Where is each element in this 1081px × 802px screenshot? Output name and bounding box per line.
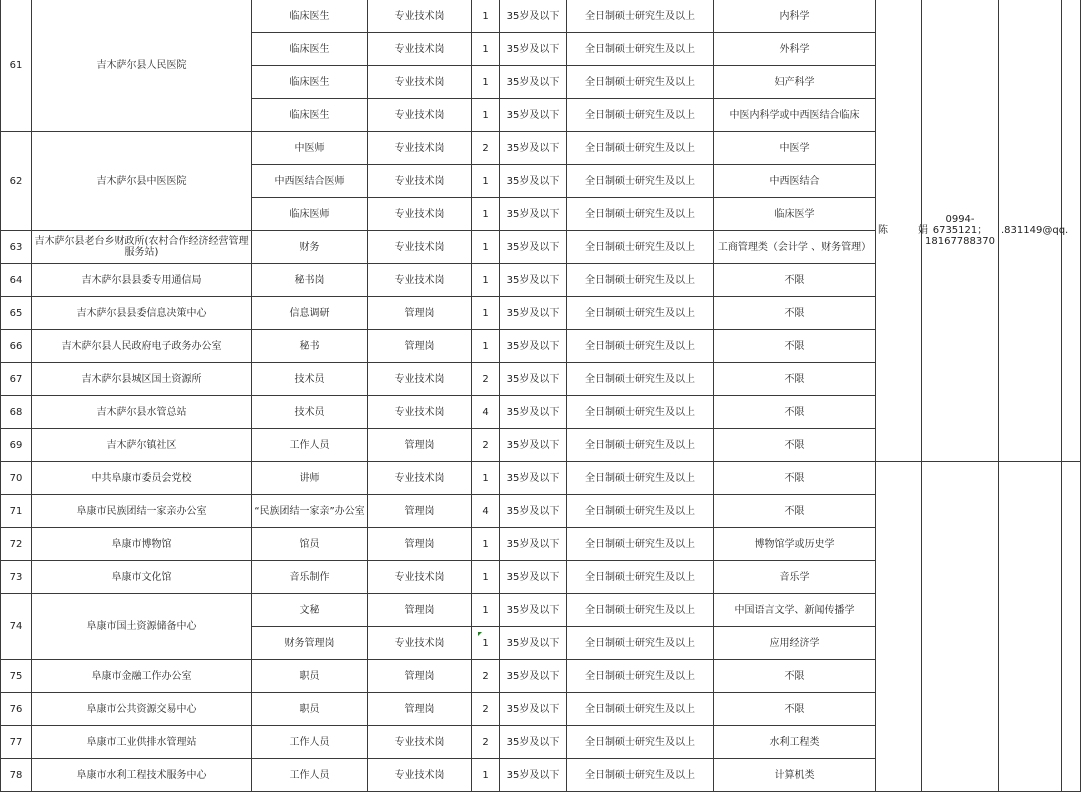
age-requirement-cell: 35岁及以下 [500, 627, 567, 660]
education-requirement-cell: 全日制硕士研究生及以上 [567, 594, 714, 627]
major-requirement-cell: 中医内科学或中西医结合临床 [714, 99, 876, 132]
headcount-cell: 1 [472, 198, 500, 231]
post-name-cell: 中西医结合医师 [252, 165, 368, 198]
contact-email-cell-empty [999, 462, 1062, 792]
education-requirement-cell: 全日制硕士研究生及以上 [567, 330, 714, 363]
contact-phone-cell-empty [922, 462, 999, 792]
row-number-cell: 78 [1, 759, 32, 792]
post-category-cell: 管理岗 [368, 693, 472, 726]
education-requirement-cell: 全日制硕士研究生及以上 [567, 66, 714, 99]
headcount-cell: 1 [472, 165, 500, 198]
unit-name-cell: 阜康市公共资源交易中心 [32, 693, 252, 726]
post-category-cell: 专业技术岗 [368, 627, 472, 660]
unit-name-cell: 中共阜康市委员会党校 [32, 462, 252, 495]
row-number-cell: 67 [1, 363, 32, 396]
age-requirement-cell: 35岁及以下 [500, 330, 567, 363]
post-category-cell: 专业技术岗 [368, 363, 472, 396]
row-number-cell: 71 [1, 495, 32, 528]
major-requirement-cell: 临床医学 [714, 198, 876, 231]
headcount-cell: 1 [472, 264, 500, 297]
post-name-cell: 工作人员 [252, 759, 368, 792]
education-requirement-cell: 全日制硕士研究生及以上 [567, 99, 714, 132]
post-category-cell: 专业技术岗 [368, 396, 472, 429]
contact-phone-cell [922, 0, 999, 462]
education-requirement-cell: 全日制硕士研究生及以上 [567, 396, 714, 429]
row-number-cell: 74 [1, 594, 32, 660]
headcount-cell: 2 [472, 726, 500, 759]
unit-name-cell: 吉木萨尔县县委专用通信局 [32, 264, 252, 297]
post-category-cell: 管理岗 [368, 429, 472, 462]
education-requirement-cell: 全日制硕士研究生及以上 [567, 660, 714, 693]
row-number-cell: 65 [1, 297, 32, 330]
row-number-cell: 75 [1, 660, 32, 693]
major-requirement-cell: 中医学 [714, 132, 876, 165]
post-name-cell: 技术员 [252, 363, 368, 396]
education-requirement-cell: 全日制硕士研究生及以上 [567, 462, 714, 495]
post-name-cell: 财务管理岗 [252, 627, 368, 660]
post-category-cell: 专业技术岗 [368, 264, 472, 297]
age-requirement-cell: 35岁及以下 [500, 528, 567, 561]
major-requirement-cell: 不限 [714, 297, 876, 330]
headcount-cell: 1 [472, 759, 500, 792]
phone-line: 6735121； [932, 225, 988, 236]
major-requirement-cell: 水利工程类 [714, 726, 876, 759]
headcount-cell: 1 [472, 528, 500, 561]
headcount-cell: 1 [472, 231, 500, 264]
major-requirement-cell: 不限 [714, 693, 876, 726]
age-requirement-cell: 35岁及以下 [500, 66, 567, 99]
major-requirement-cell: 内科学 [714, 0, 876, 33]
unit-name-cell: 阜康市国土资源储备中心 [32, 594, 252, 660]
row-number-cell: 72 [1, 528, 32, 561]
headcount-cell: 1 [472, 66, 500, 99]
major-requirement-cell: 应用经济学 [714, 627, 876, 660]
major-requirement-cell: 中西医结合 [714, 165, 876, 198]
age-requirement-cell: 35岁及以下 [500, 33, 567, 66]
age-requirement-cell: 35岁及以下 [500, 99, 567, 132]
headcount-cell: 1 [472, 99, 500, 132]
major-requirement-cell: 外科学 [714, 33, 876, 66]
major-requirement-cell: 不限 [714, 363, 876, 396]
post-name-cell: 馆员 [252, 528, 368, 561]
headcount-cell: 4 [472, 495, 500, 528]
age-requirement-cell: 35岁及以下 [500, 759, 567, 792]
education-requirement-cell: 全日制硕士研究生及以上 [567, 297, 714, 330]
age-requirement-cell: 35岁及以下 [500, 165, 567, 198]
post-category-cell: 专业技术岗 [368, 561, 472, 594]
row-number-cell: 77 [1, 726, 32, 759]
age-requirement-cell: 35岁及以下 [500, 0, 567, 33]
major-requirement-cell: 不限 [714, 462, 876, 495]
major-requirement-cell: 中国语言文学、新闻传播学 [714, 594, 876, 627]
post-name-cell: 临床医生 [252, 33, 368, 66]
row-number-cell: 64 [1, 264, 32, 297]
post-name-cell: 职员 [252, 693, 368, 726]
post-name-cell: 工作人员 [252, 429, 368, 462]
post-category-cell: 管理岗 [368, 660, 472, 693]
unit-name-cell: 吉木萨尔县老台乡财政所(农村合作经济经营管理服务站) [32, 231, 252, 264]
education-requirement-cell: 全日制硕士研究生及以上 [567, 165, 714, 198]
row-number-cell: 66 [1, 330, 32, 363]
headcount-cell: 1 [472, 561, 500, 594]
age-requirement-cell: 35岁及以下 [500, 462, 567, 495]
table-row [1, 0, 1081, 33]
education-requirement-cell: 全日制硕士研究生及以上 [567, 33, 714, 66]
post-category-cell: 管理岗 [368, 594, 472, 627]
post-name-cell: 讲师 [252, 462, 368, 495]
post-name-cell: 临床医生 [252, 66, 368, 99]
unit-name-cell: 吉木萨尔镇社区 [32, 429, 252, 462]
major-requirement-cell: 工商管理类（会计学 、财务管理） [714, 231, 876, 264]
post-category-cell: 专业技术岗 [368, 198, 472, 231]
post-category-cell: 专业技术岗 [368, 462, 472, 495]
post-name-cell: 职员 [252, 660, 368, 693]
phone-line: 0994- [945, 214, 975, 225]
post-name-cell: 临床医师 [252, 198, 368, 231]
unit-name-cell: 吉木萨尔县水管总站 [32, 396, 252, 429]
age-requirement-cell: 35岁及以下 [500, 660, 567, 693]
post-name-cell: 秘书 [252, 330, 368, 363]
age-requirement-cell: 35岁及以下 [500, 132, 567, 165]
education-requirement-cell: 全日制硕士研究生及以上 [567, 429, 714, 462]
unit-name-cell: 吉木萨尔县城区国土资源所 [32, 363, 252, 396]
unit-name-cell: 阜康市文化馆 [32, 561, 252, 594]
education-requirement-cell: 全日制硕士研究生及以上 [567, 231, 714, 264]
education-requirement-cell: 全日制硕士研究生及以上 [567, 759, 714, 792]
unit-name-cell: 阜康市民族团结一家亲办公室 [32, 495, 252, 528]
post-name-cell: “民族团结一家亲”办公室 [252, 495, 368, 528]
major-requirement-cell: 不限 [714, 264, 876, 297]
major-requirement-cell: 妇产科学 [714, 66, 876, 99]
trailing-cell [1062, 462, 1081, 792]
post-category-cell: 管理岗 [368, 297, 472, 330]
headcount-cell: 2 [472, 693, 500, 726]
cell-comment-marker [478, 632, 482, 636]
unit-name-cell: 吉木萨尔县人民医院 [32, 0, 252, 132]
row-number-cell: 63 [1, 231, 32, 264]
headcount-cell: 2 [472, 429, 500, 462]
education-requirement-cell: 全日制硕士研究生及以上 [567, 264, 714, 297]
education-requirement-cell: 全日制硕士研究生及以上 [567, 627, 714, 660]
age-requirement-cell: 35岁及以下 [500, 231, 567, 264]
post-category-cell: 管理岗 [368, 528, 472, 561]
headcount-cell: 1 [472, 297, 500, 330]
post-category-cell: 管理岗 [368, 495, 472, 528]
post-category-cell: 专业技术岗 [368, 132, 472, 165]
age-requirement-cell: 35岁及以下 [500, 561, 567, 594]
education-requirement-cell: 全日制硕士研究生及以上 [567, 561, 714, 594]
education-requirement-cell: 全日制硕士研究生及以上 [567, 132, 714, 165]
education-requirement-cell: 全日制硕士研究生及以上 [567, 198, 714, 231]
table-body [1, 0, 1081, 792]
row-number-cell: 68 [1, 396, 32, 429]
contact-name-cell: 陈 娟 [876, 0, 922, 462]
age-requirement-cell: 35岁及以下 [500, 297, 567, 330]
contact-email-cell: .831149@qq. [999, 0, 1062, 462]
post-category-cell: 专业技术岗 [368, 759, 472, 792]
headcount-cell: 1 [472, 33, 500, 66]
headcount-cell: 2 [472, 660, 500, 693]
education-requirement-cell: 全日制硕士研究生及以上 [567, 0, 714, 33]
row-number-cell: 62 [1, 132, 32, 231]
headcount-cell: 1 [472, 627, 500, 660]
age-requirement-cell: 35岁及以下 [500, 363, 567, 396]
major-requirement-cell: 计算机类 [714, 759, 876, 792]
unit-name-cell: 吉木萨尔县县委信息决策中心 [32, 297, 252, 330]
education-requirement-cell: 全日制硕士研究生及以上 [567, 726, 714, 759]
major-requirement-cell: 不限 [714, 330, 876, 363]
major-requirement-cell: 音乐学 [714, 561, 876, 594]
age-requirement-cell: 35岁及以下 [500, 693, 567, 726]
age-requirement-cell: 35岁及以下 [500, 594, 567, 627]
age-requirement-cell: 35岁及以下 [500, 264, 567, 297]
unit-name-cell: 阜康市水利工程技术服务中心 [32, 759, 252, 792]
education-requirement-cell: 全日制硕士研究生及以上 [567, 693, 714, 726]
row-number-cell: 61 [1, 0, 32, 132]
age-requirement-cell: 35岁及以下 [500, 396, 567, 429]
post-name-cell: 信息调研 [252, 297, 368, 330]
major-requirement-cell: 博物馆学或历史学 [714, 528, 876, 561]
headcount-cell: 1 [472, 594, 500, 627]
headcount-cell: 4 [472, 396, 500, 429]
age-requirement-cell: 35岁及以下 [500, 429, 567, 462]
post-category-cell: 专业技术岗 [368, 99, 472, 132]
education-requirement-cell: 全日制硕士研究生及以上 [567, 495, 714, 528]
row-number-cell: 70 [1, 462, 32, 495]
phone-line: 18167788370 [925, 236, 995, 247]
post-category-cell: 专业技术岗 [368, 726, 472, 759]
unit-name-cell: 阜康市金融工作办公室 [32, 660, 252, 693]
unit-name-cell: 吉木萨尔县人民政府电子政务办公室 [32, 330, 252, 363]
table-row [1, 462, 1081, 495]
headcount-cell: 1 [472, 462, 500, 495]
post-category-cell: 专业技术岗 [368, 0, 472, 33]
major-requirement-cell: 不限 [714, 429, 876, 462]
headcount-cell: 1 [472, 0, 500, 33]
major-requirement-cell: 不限 [714, 396, 876, 429]
post-name-cell: 文秘 [252, 594, 368, 627]
headcount-cell: 1 [472, 330, 500, 363]
post-name-cell: 财务 [252, 231, 368, 264]
headcount-cell: 2 [472, 363, 500, 396]
education-requirement-cell: 全日制硕士研究生及以上 [567, 363, 714, 396]
post-name-cell: 秘书岗 [252, 264, 368, 297]
unit-name-cell: 阜康市博物馆 [32, 528, 252, 561]
age-requirement-cell: 35岁及以下 [500, 495, 567, 528]
major-requirement-cell: 不限 [714, 660, 876, 693]
unit-name-cell: 吉木萨尔县中医医院 [32, 132, 252, 231]
education-requirement-cell: 全日制硕士研究生及以上 [567, 528, 714, 561]
unit-name-cell: 阜康市工业供排水管理站 [32, 726, 252, 759]
post-category-cell: 专业技术岗 [368, 66, 472, 99]
post-category-cell: 专业技术岗 [368, 231, 472, 264]
post-name-cell: 音乐制作 [252, 561, 368, 594]
post-name-cell: 技术员 [252, 396, 368, 429]
contact-name-cell-empty [876, 462, 922, 792]
age-requirement-cell: 35岁及以下 [500, 198, 567, 231]
post-category-cell: 专业技术岗 [368, 33, 472, 66]
headcount-cell: 2 [472, 132, 500, 165]
row-number-cell: 73 [1, 561, 32, 594]
post-name-cell: 临床医生 [252, 99, 368, 132]
major-requirement-cell: 不限 [714, 495, 876, 528]
post-name-cell: 工作人员 [252, 726, 368, 759]
post-name-cell: 中医师 [252, 132, 368, 165]
post-category-cell: 专业技术岗 [368, 165, 472, 198]
row-number-cell: 76 [1, 693, 32, 726]
row-number-cell: 69 [1, 429, 32, 462]
post-name-cell: 临床医生 [252, 0, 368, 33]
age-requirement-cell: 35岁及以下 [500, 726, 567, 759]
post-category-cell: 管理岗 [368, 330, 472, 363]
